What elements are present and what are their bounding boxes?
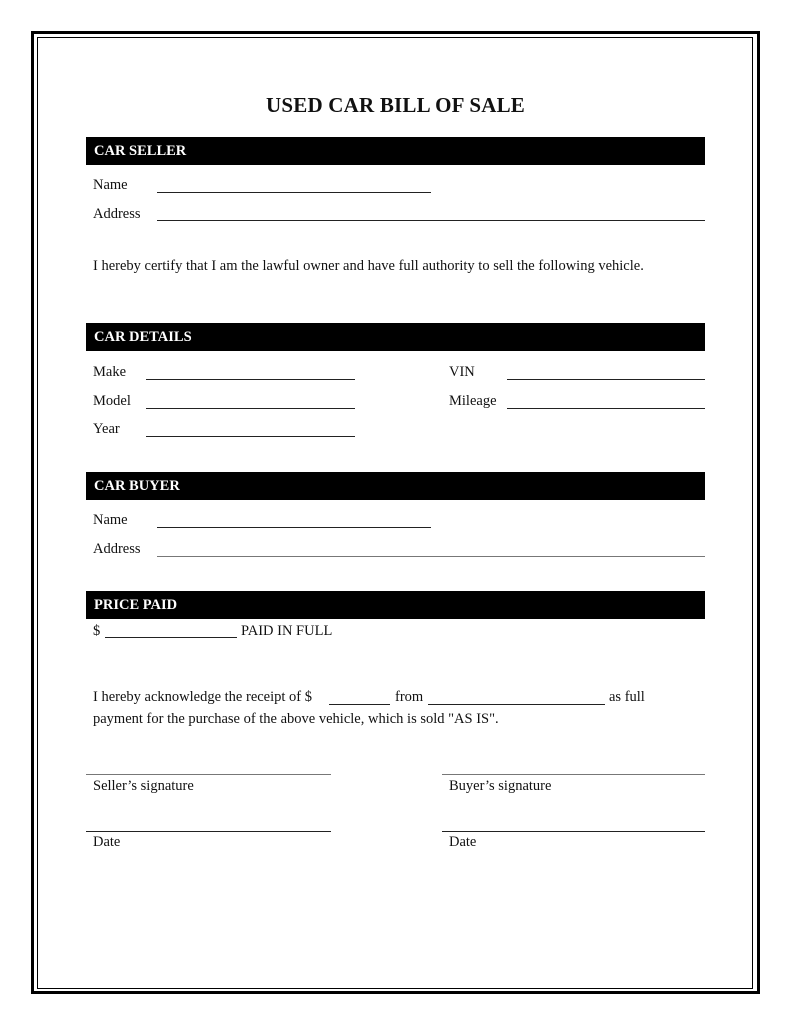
buyer-date-label: Date [449, 834, 477, 850]
document-title: USED CAR BILL OF SALE [266, 93, 525, 117]
year-field[interactable] [146, 436, 355, 437]
vin-label: VIN [449, 364, 475, 380]
seller-address-field[interactable] [157, 220, 705, 221]
vin-field[interactable] [507, 379, 705, 380]
seller-signature-label: Seller’s signature [93, 778, 194, 794]
buyer-date-line[interactable] [442, 831, 705, 832]
section-header-car-details: CAR DETAILS [86, 323, 705, 351]
section-header-price-paid: PRICE PAID [86, 591, 705, 619]
mileage-field[interactable] [507, 408, 705, 409]
buyer-address-field[interactable] [157, 556, 705, 557]
acknowledgement-line2: payment for the purchase of the above vehicle, which is sold "AS IS". [93, 711, 499, 727]
buyer-name-field[interactable] [157, 527, 431, 528]
buyer-name-label: Name [93, 512, 128, 528]
model-label: Model [93, 393, 131, 409]
paid-in-full-label: PAID IN FULL [241, 623, 333, 639]
buyer-signature-line[interactable] [442, 774, 705, 775]
buyer-signature-label: Buyer’s signature [449, 778, 552, 794]
make-label: Make [93, 364, 127, 380]
seller-signature-line[interactable] [86, 774, 331, 775]
price-dollar-sign: $ [93, 623, 101, 639]
acknowledgement-from: from [395, 689, 424, 705]
seller-name-label: Name [93, 177, 128, 193]
ack-from-field[interactable] [428, 704, 605, 705]
year-label: Year [93, 421, 120, 437]
seller-name-field[interactable] [157, 192, 431, 193]
mileage-label: Mileage [449, 393, 497, 409]
price-amount-field[interactable] [105, 637, 237, 638]
acknowledgement-as-full: as full [609, 689, 645, 705]
page-border-inner [37, 37, 753, 989]
buyer-address-label: Address [93, 541, 141, 557]
make-field[interactable] [146, 379, 355, 380]
ack-amount-field[interactable] [329, 704, 390, 705]
section-header-car-seller: CAR SELLER [86, 137, 705, 165]
model-field[interactable] [146, 408, 355, 409]
seller-certification-text: I hereby certify that I am the lawful owner and have full authority to sell the following vehicle. [93, 258, 644, 274]
seller-date-label: Date [93, 834, 121, 850]
seller-date-line[interactable] [86, 831, 331, 832]
section-header-car-buyer: CAR BUYER [86, 472, 705, 500]
acknowledgement-part1: I hereby acknowledge the receipt of $ [93, 689, 313, 705]
seller-address-label: Address [93, 206, 141, 222]
